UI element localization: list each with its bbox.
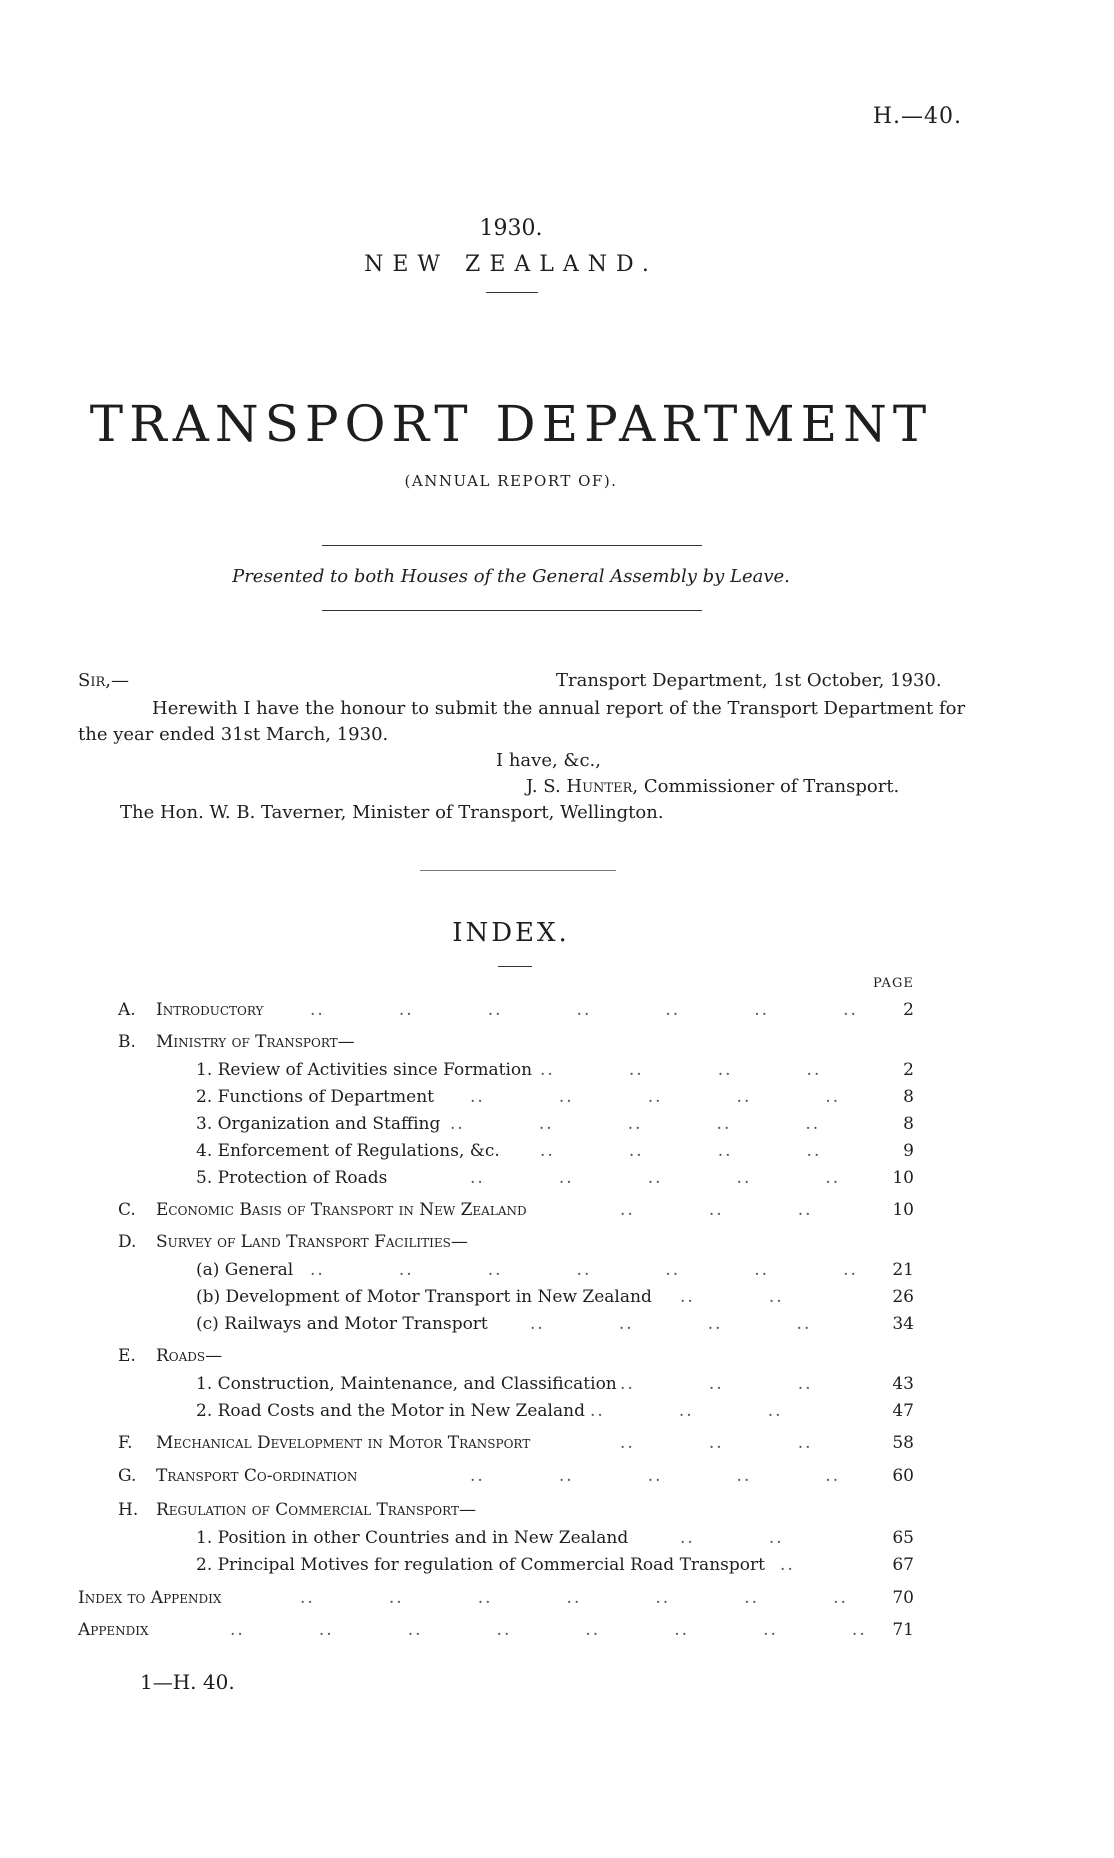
leader-dots: .. .. .. <box>620 1433 813 1453</box>
index-entry-page: 9 <box>903 1141 914 1161</box>
letter-signatory <box>526 776 899 797</box>
index-entry-page: 43 <box>892 1374 914 1394</box>
index-entry <box>0 1555 1114 1579</box>
index-entry-page: 67 <box>892 1555 914 1575</box>
index-entry-page: 65 <box>892 1528 914 1548</box>
index-entry <box>0 1141 1114 1165</box>
index-entry-label: 2. Principal Motives for regulation of Commercial Road Transport <box>196 1555 765 1575</box>
index-entry-label: 4. Enforcement of Regulations, &c. <box>196 1141 500 1161</box>
country-heading: NEW ZEALAND. <box>364 252 658 277</box>
index-entry <box>0 1588 1114 1612</box>
index-entry <box>0 1620 1114 1644</box>
index-entry <box>0 1401 1114 1425</box>
index-entry-page: 47 <box>892 1401 914 1421</box>
signatory-name: J. S. Hunter, <box>526 776 639 797</box>
index-entry-page: 2 <box>903 1000 914 1020</box>
index-entry-label: (a) General <box>196 1260 294 1280</box>
index-entry-label: 1. Construction, Maintenance, and Classification <box>196 1374 617 1394</box>
document-reference: H.—40. <box>872 104 962 129</box>
index-entry <box>0 1168 1114 1192</box>
index-entry-letter: F. <box>118 1433 133 1453</box>
index-entry <box>0 1500 1114 1524</box>
index-entry <box>0 1287 1114 1311</box>
leader-dots: .. .. .. .. .. <box>470 1087 841 1107</box>
index-entry <box>0 1260 1114 1284</box>
short-rule <box>486 292 538 293</box>
letter-salutation: Sir,— <box>78 670 129 691</box>
leader-dots: .. .. .. <box>620 1200 813 1220</box>
leader-dots: .. .. .. .. .. <box>450 1114 821 1134</box>
leader-dots: .. .. <box>680 1528 784 1548</box>
leader-dots: .. .. .. .. .. .. .. <box>310 1260 858 1280</box>
index-entry <box>0 1374 1114 1398</box>
index-entry-letter: G. <box>118 1466 137 1486</box>
letter-dateline: Transport Department, 1st October, 1930. <box>556 670 942 691</box>
index-entry-page: 21 <box>892 1260 914 1280</box>
index-entry <box>0 1114 1114 1138</box>
index-entry-label: 1. Review of Activities since Formation <box>196 1060 533 1080</box>
index-entry-label: Index to Appendix <box>78 1588 222 1608</box>
index-entry-label: Economic Basis of Transport in New Zealand <box>156 1200 527 1220</box>
index-entry <box>0 1346 1114 1370</box>
index-entry-label: Introductory <box>156 1000 264 1020</box>
index-entry <box>0 1032 1114 1056</box>
leader-dots: .. <box>780 1555 795 1575</box>
letter-addressee: The Hon. W. B. Taverner, Minister of Transport, Wellington. <box>120 802 664 823</box>
index-entry-label: Regulation of Commercial Transport— <box>156 1500 476 1520</box>
index-entry <box>0 1466 1114 1490</box>
index-entry-page: 2 <box>903 1060 914 1080</box>
index-entry <box>0 1528 1114 1552</box>
leader-dots: .. .. .. <box>620 1374 813 1394</box>
index-entry <box>0 1314 1114 1338</box>
report-year: 1930. <box>479 216 543 241</box>
index-entry-label: 2. Road Costs and the Motor in New Zealand <box>196 1401 585 1421</box>
section-divider <box>420 870 616 871</box>
index-entry-page: 8 <box>903 1114 914 1134</box>
index-entry-letter: H. <box>118 1500 139 1520</box>
index-entry-page: 10 <box>892 1200 914 1220</box>
index-entry-label: (b) Development of Motor Transport in New Zealand <box>196 1287 652 1307</box>
index-entry-page: 26 <box>892 1287 914 1307</box>
index-entry-letter: D. <box>118 1232 137 1252</box>
index-entry-letter: E. <box>118 1346 136 1366</box>
index-entry-label: Appendix <box>78 1620 149 1640</box>
leader-dots: .. .. .. .. <box>540 1141 822 1161</box>
index-entry-page: 60 <box>892 1466 914 1486</box>
signature-mark: 1—H. 40. <box>140 1670 235 1694</box>
index-entry-label: Roads— <box>156 1346 223 1366</box>
index-entry-page: 71 <box>892 1620 914 1640</box>
index-entry <box>0 1433 1114 1457</box>
leader-dots: .. .. .. .. <box>540 1060 822 1080</box>
index-entry-page: 34 <box>892 1314 914 1334</box>
index-short-rule <box>498 966 532 967</box>
index-entry-label: Mechanical Development in Motor Transport <box>156 1433 531 1453</box>
page-column-header: PAGE <box>873 976 914 991</box>
letter-body-line1: Herewith I have the honour to submit the annual report of the Transport Department for <box>152 698 966 719</box>
leader-dots: .. .. .. .. .. <box>470 1466 841 1486</box>
presented-line: Presented to both Houses of the General Assembly by Leave. <box>232 566 790 587</box>
leader-dots: .. .. .. .. <box>530 1314 812 1334</box>
index-entry-label: 1. Position in other Countries and in New Zealand <box>196 1528 629 1548</box>
index-entry-label: Ministry of Transport— <box>156 1032 355 1052</box>
index-entry-label: (c) Railways and Motor Transport <box>196 1314 488 1334</box>
index-entry-page: 58 <box>892 1433 914 1453</box>
letter-closing: I have, &c., <box>496 750 601 771</box>
index-entry-page: 70 <box>892 1588 914 1608</box>
index-title: INDEX. <box>452 918 570 948</box>
report-subtitle: (ANNUAL REPORT OF). <box>404 472 618 490</box>
index-entry-page: 10 <box>892 1168 914 1188</box>
index-entry-label: 2. Functions of Department <box>196 1087 434 1107</box>
index-entry <box>0 1087 1114 1111</box>
index-entry-letter: B. <box>118 1032 136 1052</box>
index-entry-page: 8 <box>903 1087 914 1107</box>
index-entry-label: 3. Organization and Staffing <box>196 1114 441 1134</box>
leader-dots: .. .. .. .. .. .. .. .. <box>230 1620 867 1640</box>
rule-below-presented <box>322 610 702 611</box>
leader-dots: .. .. <box>680 1287 784 1307</box>
index-entry-label: Transport Co-ordination <box>156 1466 358 1486</box>
index-entry-label: Survey of Land Transport Facilities— <box>156 1232 468 1252</box>
index-entry <box>0 1000 1114 1024</box>
index-entry-label: 5. Protection of Roads <box>196 1168 388 1188</box>
index-entry <box>0 1060 1114 1084</box>
leader-dots: .. .. .. .. .. .. .. <box>300 1588 848 1608</box>
signatory-title: Commissioner of Transport. <box>643 776 900 797</box>
index-entry <box>0 1232 1114 1256</box>
index-entry <box>0 1200 1114 1224</box>
leader-dots: .. .. .. <box>590 1401 783 1421</box>
index-entry-letter: C. <box>118 1200 136 1220</box>
report-title: TRANSPORT DEPARTMENT <box>89 395 933 453</box>
rule-above-presented <box>322 545 702 546</box>
leader-dots: .. .. .. .. .. <box>470 1168 841 1188</box>
index-entry-letter: A. <box>118 1000 136 1020</box>
letter-body-line2: the year ended 31st March, 1930. <box>78 724 389 745</box>
leader-dots: .. .. .. .. .. .. .. <box>310 1000 858 1020</box>
